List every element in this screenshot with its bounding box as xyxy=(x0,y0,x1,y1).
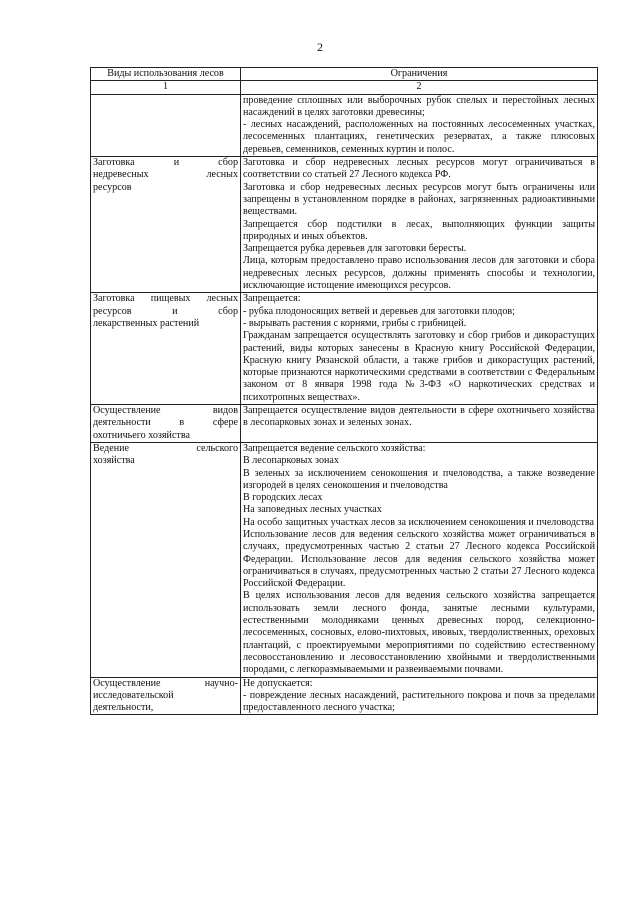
restriction-paragraph: Запрещается осуществление видов деятельности в сфере охотничьего хозяйства в лесопарковых зонах и зеленых зонах. xyxy=(243,405,595,429)
restriction-paragraph: Запрещается: xyxy=(243,293,301,305)
restriction-paragraph: - вырывать растения с корнями, грибы с грибницей. xyxy=(243,317,467,329)
restriction-paragraph: Не допускается: xyxy=(243,677,313,689)
forest-use-type-line: Осуществление научно- xyxy=(93,677,238,689)
restriction-paragraph: - лесных насаждений, расположенных на постоянных лесосеменных участках, лесосеменных плантациях, генетических резерватах, а также плюсовых деревьев, семенников, семенных куртин и полос. xyxy=(243,119,595,155)
restriction-paragraph: В городских лесах xyxy=(243,492,323,504)
restrictions-cell xyxy=(241,405,598,443)
column-number-row xyxy=(91,81,598,94)
table-row xyxy=(91,293,598,405)
forest-use-type-cell xyxy=(91,293,241,405)
forest-use-type-line: недревесных лесных xyxy=(93,169,238,181)
forest-use-type-cell xyxy=(91,677,241,715)
table-row xyxy=(91,677,598,715)
restriction-paragraph: Гражданам запрещается осуществлять заготовку и сбор грибов и дикорастущих растений, виды которых занесены в Красную книгу Российской Федерации, Красную книгу Рязанской области, а также грибов и дикорастущих растений, которые признаются наркотическими средствами в соответствии с Федеральным законом от 8 января 1998 года №3-ФЗ «О наркотических средствах и психотропных веществах». xyxy=(243,330,595,403)
column-number-1: 1 xyxy=(91,81,241,94)
restriction-paragraph: Использование лесов для ведения сельского хозяйства может ограничиваться в случаях, предусмотренных частью 2 статьи 27 Лесного кодекса Российской Федерации. Использование лесов для ведения сельского хозяйства может ограничиваться в случаях, предусмотренных частью 2 статьи 27 Лесного кодекса Российской Федерации. xyxy=(243,528,595,590)
forest-use-type-line: хозяйства xyxy=(93,455,135,467)
restriction-paragraph: Запрещается сбор подстилки в лесах, выполняющих функции защиты природных и иных объектов. xyxy=(243,218,595,242)
forest-use-type-line: Ведение сельского xyxy=(93,442,238,454)
forest-use-type-cell xyxy=(91,157,241,293)
forest-use-type-line: охотничьего хозяйства xyxy=(93,429,190,441)
forest-use-restrictions-table xyxy=(90,67,598,715)
restriction-paragraph: - повреждение лесных насаждений, растительного покрова и почв за пределами предоставленного лесного участка; xyxy=(243,689,595,714)
restriction-paragraph: В зеленых за исключением сенокошения и пчеловодства, а также возведение изгородей в целях сенокошения и пчеловодства xyxy=(243,467,595,491)
restrictions-cell xyxy=(241,442,598,677)
forest-use-type-cell xyxy=(91,94,241,156)
forest-use-type-line: ресурсов xyxy=(93,181,132,193)
restrictions-cell xyxy=(241,677,598,715)
forest-use-type-line: ресурсов и сбор xyxy=(93,305,238,317)
restriction-paragraph: проведение сплошных или выборочных рубок спелых и перестойных лесных насаждений в целях заготовки древесины; xyxy=(243,94,595,118)
restriction-paragraph: В целях использования лесов для ведения сельского хозяйства запрещается использовать земли лесного фонда, занятые лесными культурами, естественными молодняками ценных древесных пород, селекционно-лесосеменных, сосновых, елово-пихтовых, ивовых, твердолиственных, ореховых плантаций, с проектируемыми мероприятиями по содействию естественному лесовосстановлению и лесовосстановлению хвойными и твердолиственными породами, с легкоразмываемыми и развеиваемыми почвами. xyxy=(243,590,595,676)
restriction-paragraph: На особо защитных участках лесов за исключением сенокошения и пчеловодства xyxy=(243,516,594,528)
table-row xyxy=(91,442,598,677)
table-header-row xyxy=(91,68,598,81)
forest-use-type-line: деятельности, xyxy=(93,702,154,714)
restriction-paragraph: Лица, которым предоставлено право использования лесов для заготовки и сбора недревесных лесных ресурсов, должны применять способы и технологии, исключающие истощение имеющихся ресурсов. xyxy=(243,255,595,292)
restrictions-cell xyxy=(241,157,598,293)
forest-use-type-cell xyxy=(91,405,241,443)
forest-use-type-line: исследовательской xyxy=(93,689,174,701)
table-row xyxy=(91,94,598,156)
page-number: 2 xyxy=(317,40,323,54)
forest-use-type-line: деятельности в сфере xyxy=(93,417,238,429)
forest-use-type-line: Осуществление видов xyxy=(93,405,238,417)
restriction-paragraph: В лесопарковых зонах xyxy=(243,455,339,467)
table-row xyxy=(91,405,598,443)
forest-use-type-cell xyxy=(91,442,241,677)
column-number-2: 2 xyxy=(241,81,598,94)
restriction-paragraph: Заготовка и сбор недревесных лесных ресурсов могут ограничиваться в соответствии со статьей 27 Лесного кодекса РФ. xyxy=(243,157,595,181)
table-body xyxy=(91,94,598,715)
header-restrictions: Ограничения xyxy=(241,68,598,81)
table-row xyxy=(91,157,598,293)
restriction-paragraph: Запрещается рубка деревьев для заготовки бересты. xyxy=(243,243,467,255)
restriction-paragraph: - рубка плодоносящих ветвей и деревьев для заготовки плодов; xyxy=(243,305,515,317)
restrictions-cell xyxy=(241,293,598,405)
forest-use-type-line: Заготовка и сбор xyxy=(93,157,238,169)
restriction-paragraph: На заповедных лесных участках xyxy=(243,504,382,516)
header-forest-use-types: Виды использования лесов xyxy=(91,68,241,81)
restriction-paragraph: Заготовка и сбор недревесных лесных ресурсов могут быть ограничены или запрещены в установленном порядке в районах, загрязненных радиоактивными веществами. xyxy=(243,181,595,218)
forest-use-type-line: Заготовка пищевых лесных xyxy=(93,293,238,305)
restriction-paragraph: Запрещается ведение сельского хозяйства: xyxy=(243,442,426,454)
restrictions-cell xyxy=(241,94,598,156)
forest-use-type-line: лекарственных растений xyxy=(93,317,200,329)
